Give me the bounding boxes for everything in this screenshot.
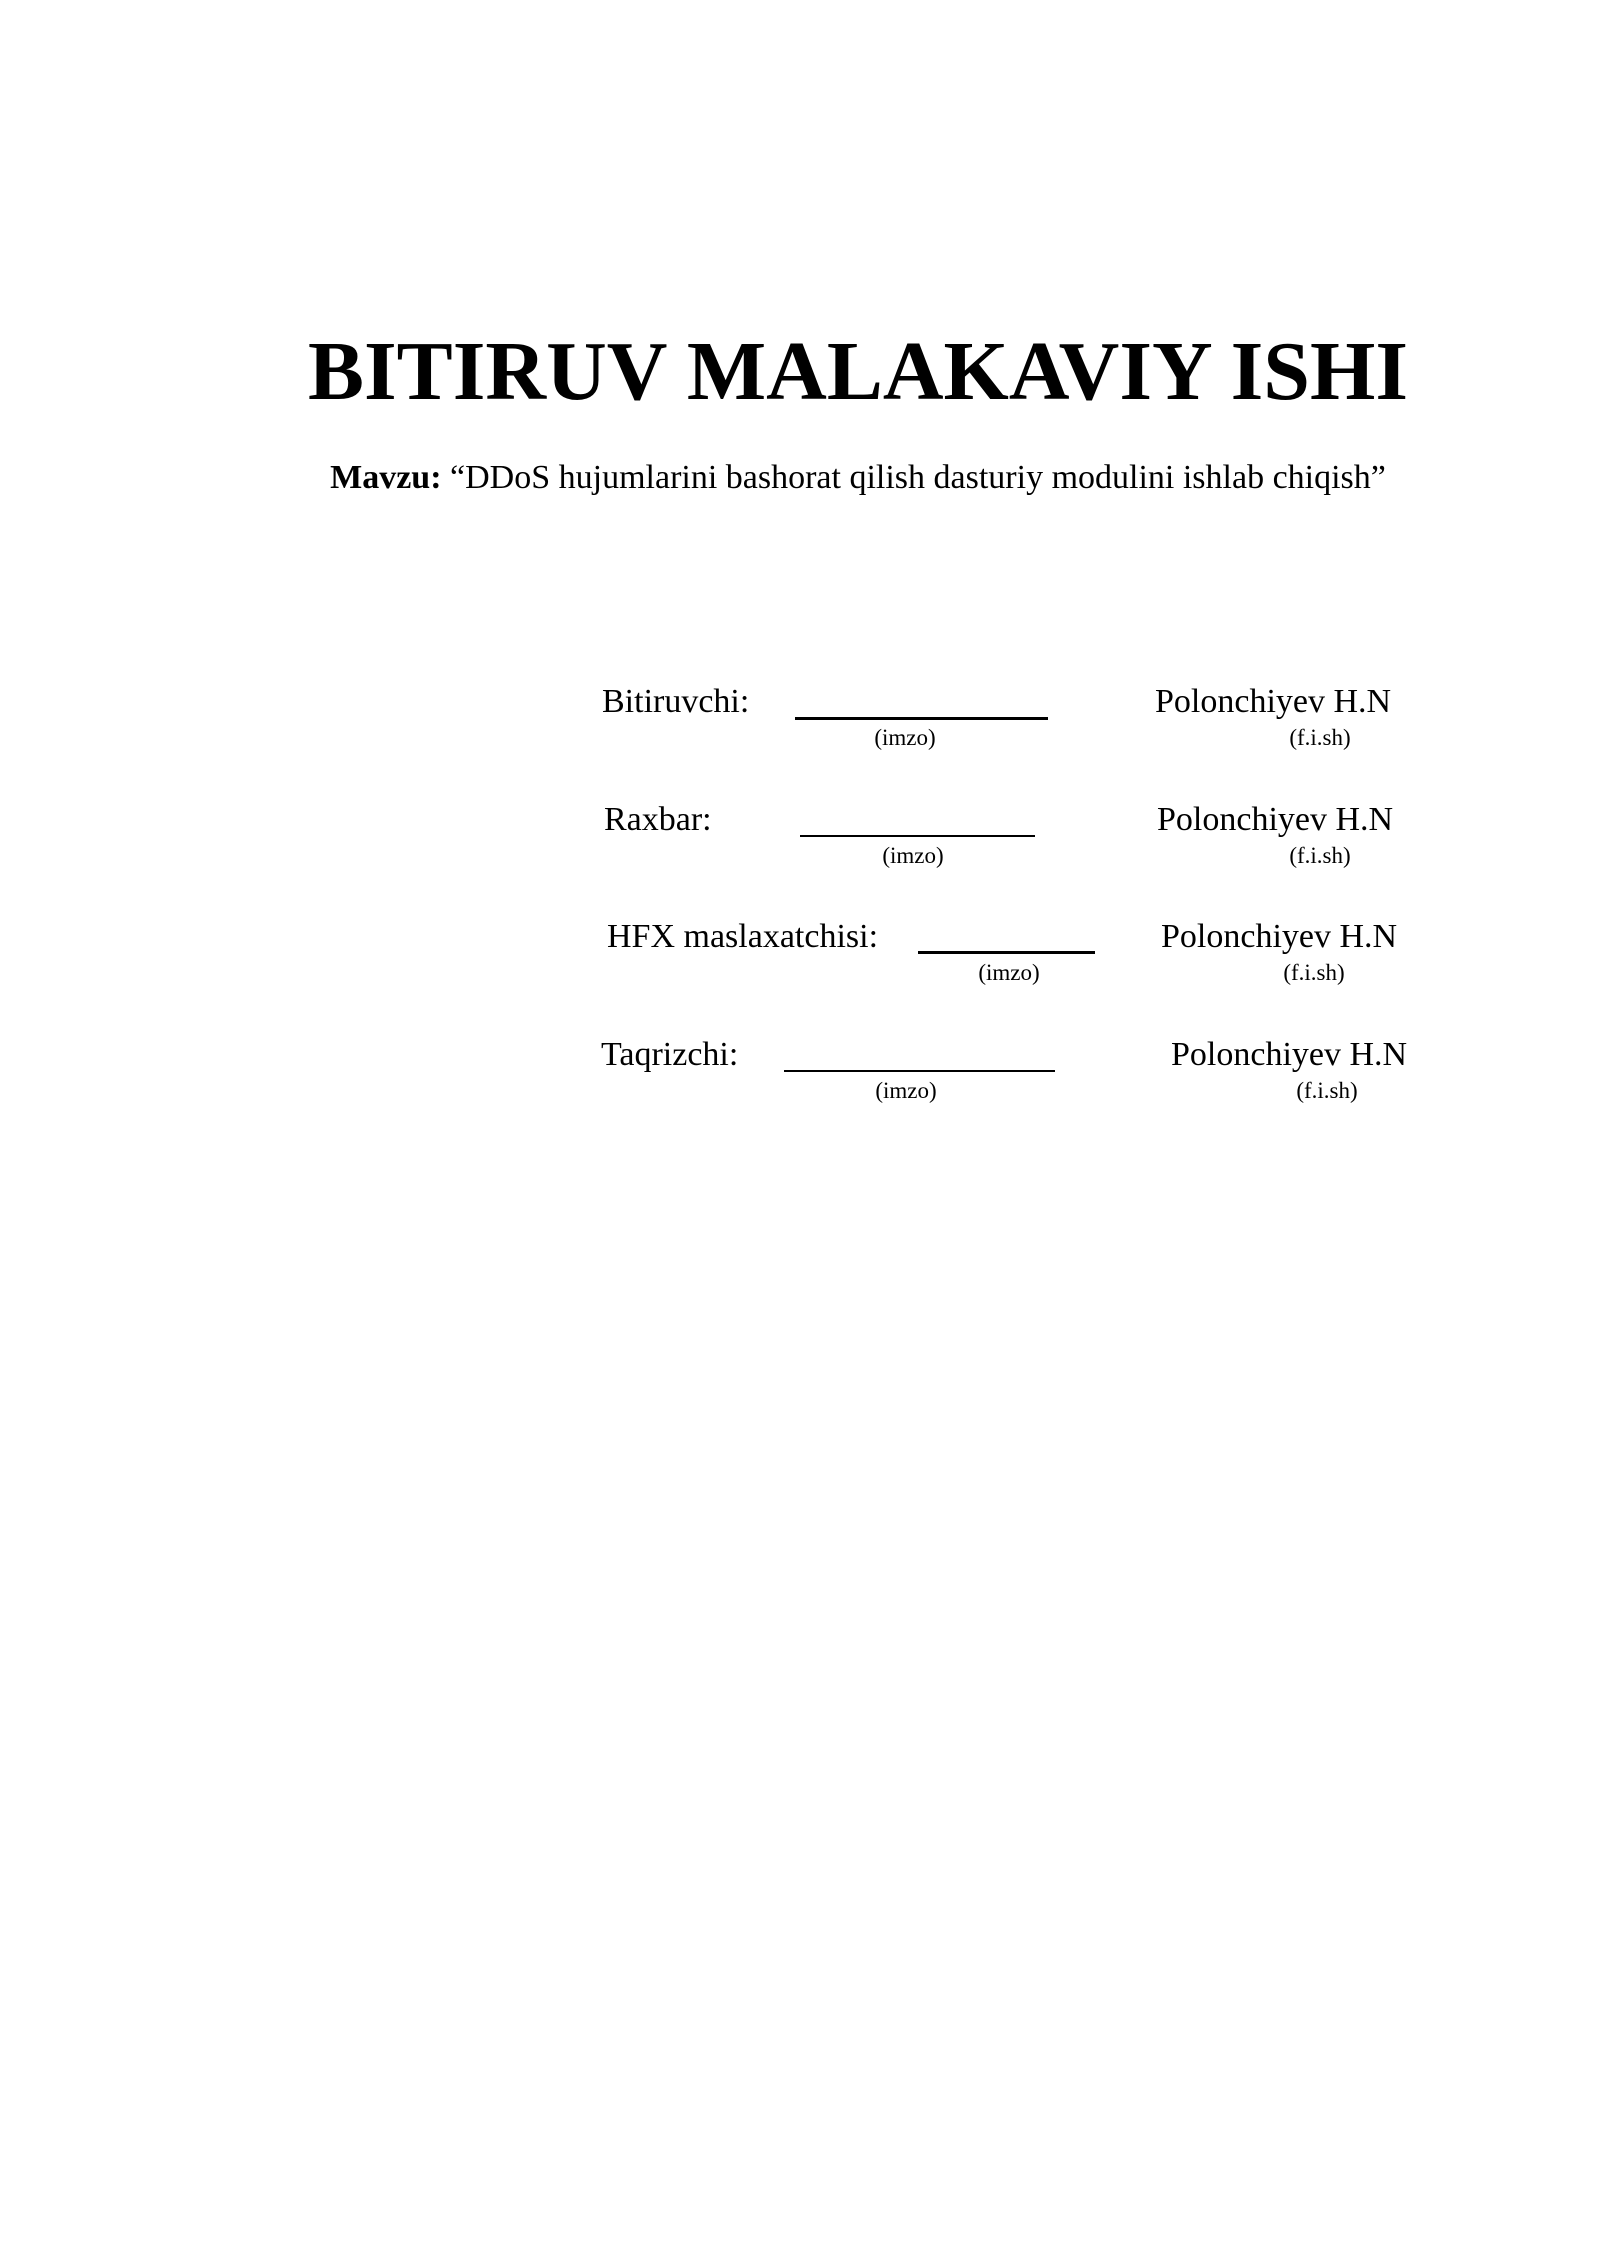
document-title: BITIRUV MALAKAVIY ISHI	[307, 325, 1409, 418]
name-caption: (f.i.sh)	[1289, 843, 1351, 868]
signature-line	[784, 1070, 1055, 1072]
name-caption: (f.i.sh)	[1283, 960, 1345, 985]
role-label: Taqrizchi:	[601, 1036, 739, 1073]
signature-line	[795, 717, 1048, 720]
role-label: Bitiruvchi:	[602, 683, 750, 720]
subject-line	[0, 456, 1600, 500]
name-caption: (f.i.sh)	[1289, 725, 1351, 750]
signature-caption: (imzo)	[874, 725, 936, 750]
person-name: Polonchiyev H.N	[1161, 918, 1398, 955]
person-name: Polonchiyev H.N	[1171, 1036, 1408, 1073]
subject-label: Mavzu:	[330, 459, 442, 496]
signature-caption: (imzo)	[875, 1078, 937, 1103]
role-label: Raxbar:	[604, 801, 712, 838]
name-caption: (f.i.sh)	[1296, 1078, 1358, 1103]
signature-line	[800, 835, 1035, 837]
person-name: Polonchiyev H.N	[1155, 683, 1392, 720]
signature-line	[918, 951, 1095, 954]
role-label: HFX maslaxatchisi:	[607, 918, 879, 955]
subject-text: “DDoS hujumlarini bashorat qilish dasturiy modulini ishlab chiqish”	[450, 459, 1386, 496]
signature-caption: (imzo)	[978, 960, 1040, 985]
person-name: Polonchiyev H.N	[1157, 801, 1394, 838]
signature-caption: (imzo)	[882, 843, 944, 868]
